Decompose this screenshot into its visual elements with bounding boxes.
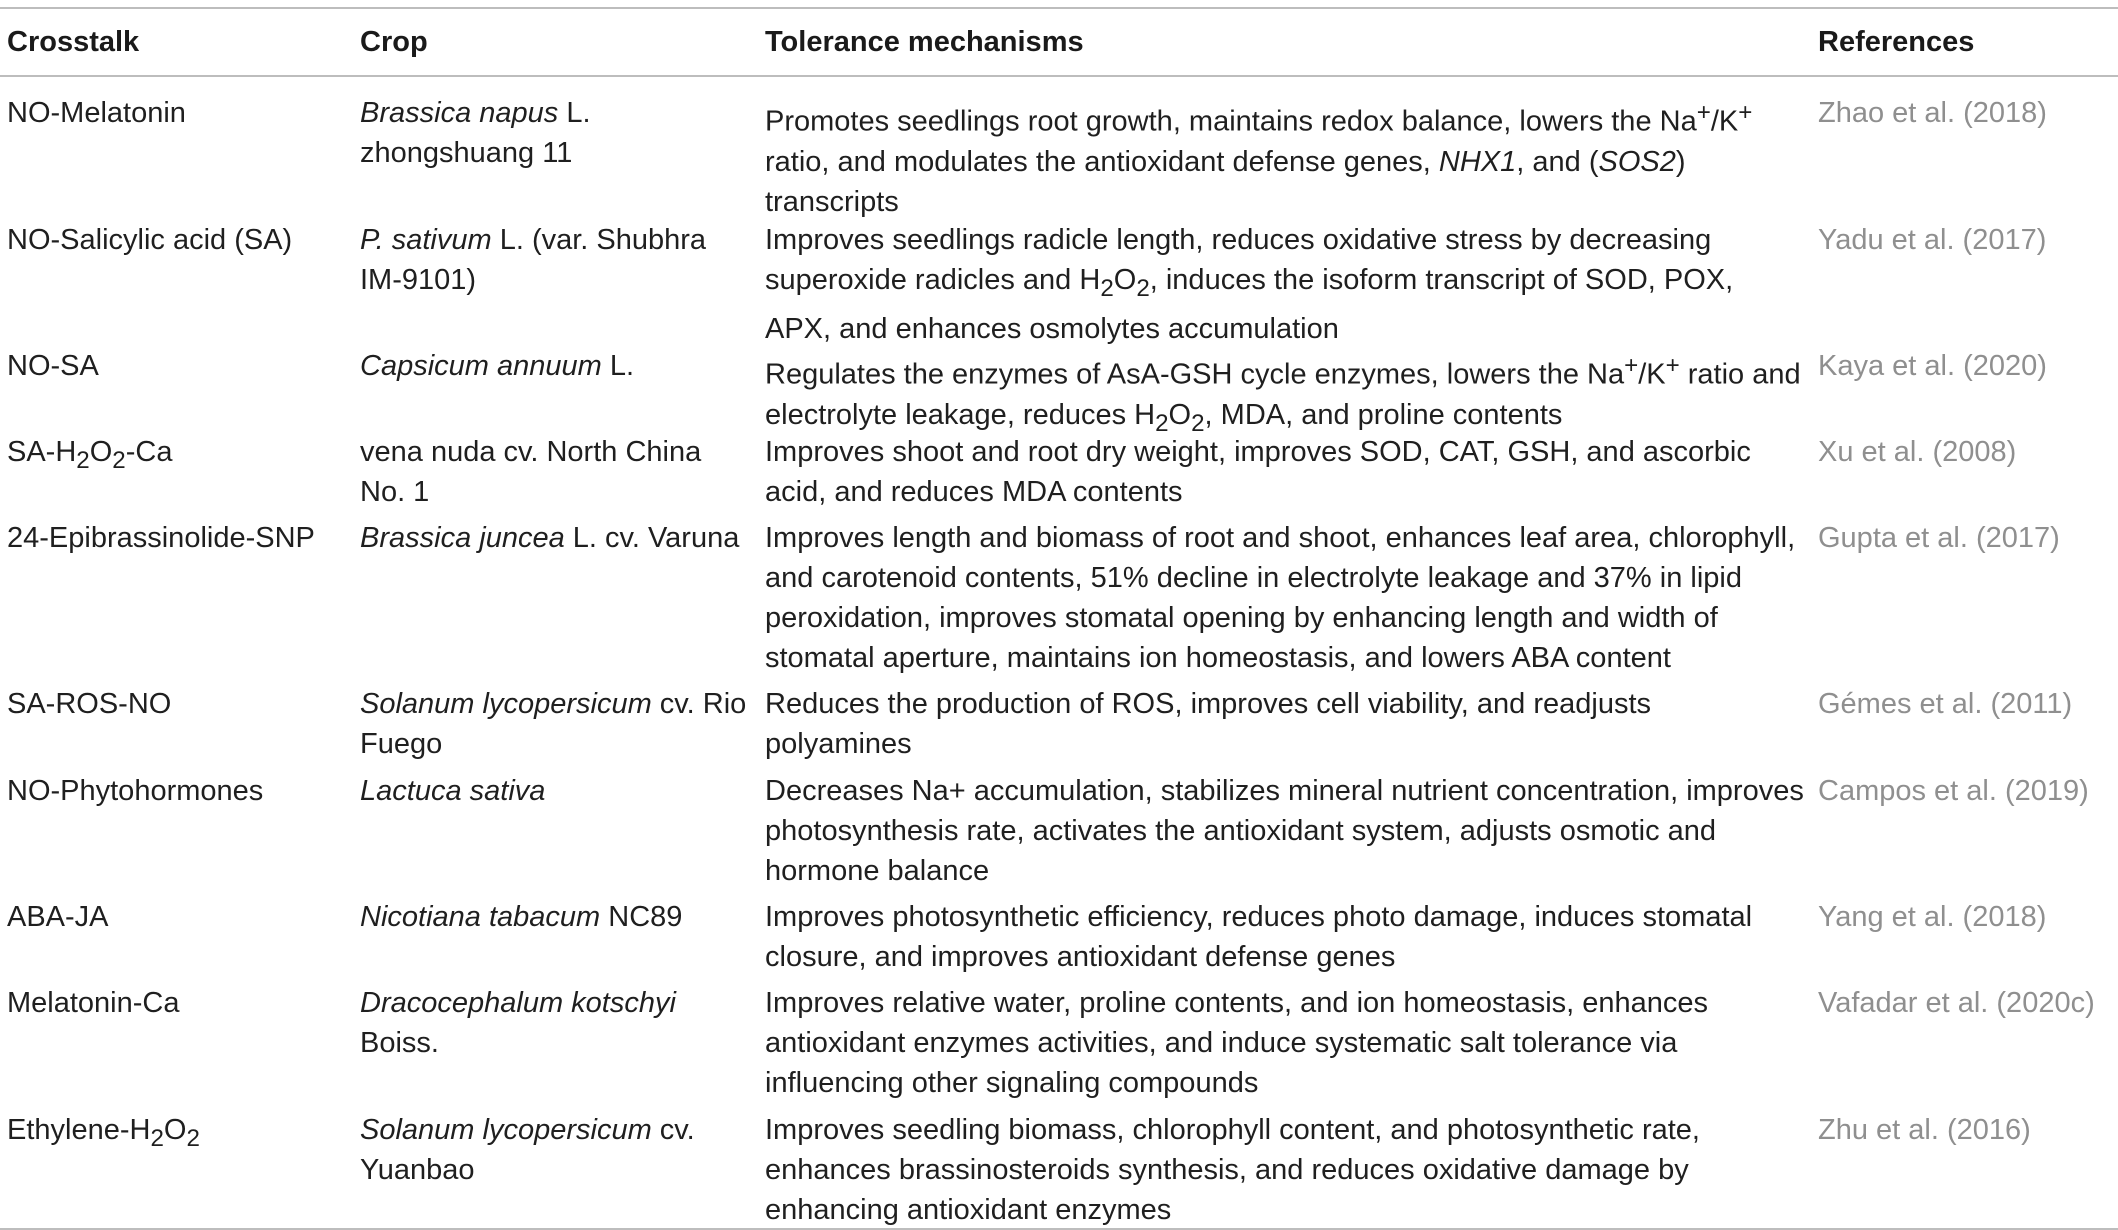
row-2-mechanisms: Improves seedlings radicle length, reduces oxidative stress by decreasing superoxide radicles and $H_2O_2$, induces the isoform transcript of SOD, POX, APX, and enhances osmolytes accumulation bbox=[765, 224, 1734, 345]
row-4-crop: vena nuda cv. North China No. 1 bbox=[360, 436, 702, 508]
row-6-reference: Gémes et al. (2011) bbox=[1818, 688, 2073, 720]
row-9-mechanisms: Improves relative water, proline contents, and ion homeostasis, enhances antioxidant enzymes activities, and induce systematic salt tolerance via influencing other signaling compounds bbox=[765, 987, 1709, 1099]
row-2-reference: Yadu et al. (2017) bbox=[1818, 224, 2047, 256]
row-4-reference: Xu et al. (2008) bbox=[1818, 436, 2017, 468]
table-top-rule bbox=[0, 7, 2118, 9]
row-4-mechanisms: Improves shoot and root dry weight, improves SOD, CAT, GSH, and ascorbic acid, and reduces MDA contents bbox=[765, 436, 1751, 508]
row-5-crosstalk: 24-Epibrassinolide-SNP bbox=[7, 522, 315, 554]
row-8-reference: Yang et al. (2018) bbox=[1818, 901, 2047, 933]
row-9-crosstalk: Melatonin-Ca bbox=[7, 987, 180, 1019]
row-9-reference: Vafadar et al. (2020c) bbox=[1818, 987, 2095, 1019]
row-9-crop: Dracocephalum kotschyi Boiss. bbox=[360, 987, 676, 1059]
row-5-reference: Gupta et al. (2017) bbox=[1818, 522, 2060, 554]
row-5-crop: Brassica juncea L. cv. Varuna bbox=[360, 522, 740, 554]
row-6-crosstalk: SA-ROS-NO bbox=[7, 688, 172, 720]
row-2-crop: P. sativum L. (var. Shubhra IM-9101) bbox=[360, 224, 707, 296]
row-4-crosstalk: $SA-H_2O_2-Ca$ bbox=[7, 436, 173, 474]
header-crosstalk: Crosstalk bbox=[7, 26, 140, 58]
row-7-mechanisms: Decreases Na+ accumulation, stabilizes mineral nutrient concentration, improves photosynthesis rate, activates the antioxidant system, adjusts osmotic and hormone balance bbox=[765, 775, 1804, 887]
row-8-mechanisms: Improves photosynthetic efficiency, reduces photo damage, induces stomatal closure, and improves antioxidant defense genes bbox=[765, 901, 1753, 973]
header-mechanisms: Tolerance mechanisms bbox=[765, 26, 1084, 58]
row-1-mechanisms: Promotes seedlings root growth, maintains redox balance, lowers the Na+/K+ ratio, and modulates the antioxidant defense genes, NHX1, and (SOS2) transcripts bbox=[765, 99, 1753, 218]
row-10-reference: Zhu et al. (2016) bbox=[1818, 1114, 2031, 1146]
row-7-reference: Campos et al. (2019) bbox=[1818, 775, 2089, 807]
row-6-mechanisms: Reduces the production of ROS, improves cell viability, and readjusts polyamines bbox=[765, 688, 1652, 760]
row-3-crosstalk: NO-SA bbox=[7, 350, 99, 382]
row-10-crop: Solanum lycopersicum cv. Yuanbao bbox=[360, 1114, 695, 1186]
row-1-crosstalk: NO-Melatonin bbox=[7, 97, 186, 129]
row-2-crosstalk: NO-Salicylic acid (SA) bbox=[7, 224, 293, 256]
row-10-crosstalk: Ethylene-$H_2O_2$ bbox=[7, 1114, 200, 1152]
row-6-crop: Solanum lycopersicum cv. Rio Fuego bbox=[360, 688, 747, 760]
header-rule bbox=[0, 75, 2118, 77]
header-references: References bbox=[1818, 26, 1975, 58]
row-7-crop: Lactuca sativa bbox=[360, 775, 546, 807]
row-7-crosstalk: NO-Phytohormones bbox=[7, 775, 264, 807]
row-3-reference: Kaya et al. (2020) bbox=[1818, 350, 2047, 382]
row-8-crop: Nicotiana tabacum NC89 bbox=[360, 901, 683, 933]
row-10-mechanisms: Improves seedling biomass, chlorophyll content, and photosynthetic rate, enhances brassinosteroids synthesis, and reduces oxidative damage by enhancing antioxidant enzymes bbox=[765, 1114, 1700, 1226]
row-5-mechanisms: Improves length and biomass of root and shoot, enhances leaf area, chlorophyll, and carotenoid contents, 51% decline in electrolyte leakage and 37% in lipid peroxidation, improves stomatal opening by enhancing length and width of stomatal aperture, maintains ion homeostasis, and lowers ABA content bbox=[765, 522, 1796, 674]
row-3-crop: Capsicum annuum L. bbox=[360, 350, 635, 382]
row-1-crop: Brassica napus L. zhongshuang 11 bbox=[360, 97, 591, 169]
row-8-crosstalk: ABA-JA bbox=[7, 901, 109, 933]
row-1-reference: Zhao et al. (2018) bbox=[1818, 97, 2047, 129]
header-crop: Crop bbox=[360, 26, 428, 58]
row-3-mechanisms: Regulates the enzymes of AsA-GSH cycle enzymes, lowers the Na+/K+ ratio and electrolyte leakage, reduces $H_2O_2$, MDA, and proline contents bbox=[765, 352, 1801, 437]
